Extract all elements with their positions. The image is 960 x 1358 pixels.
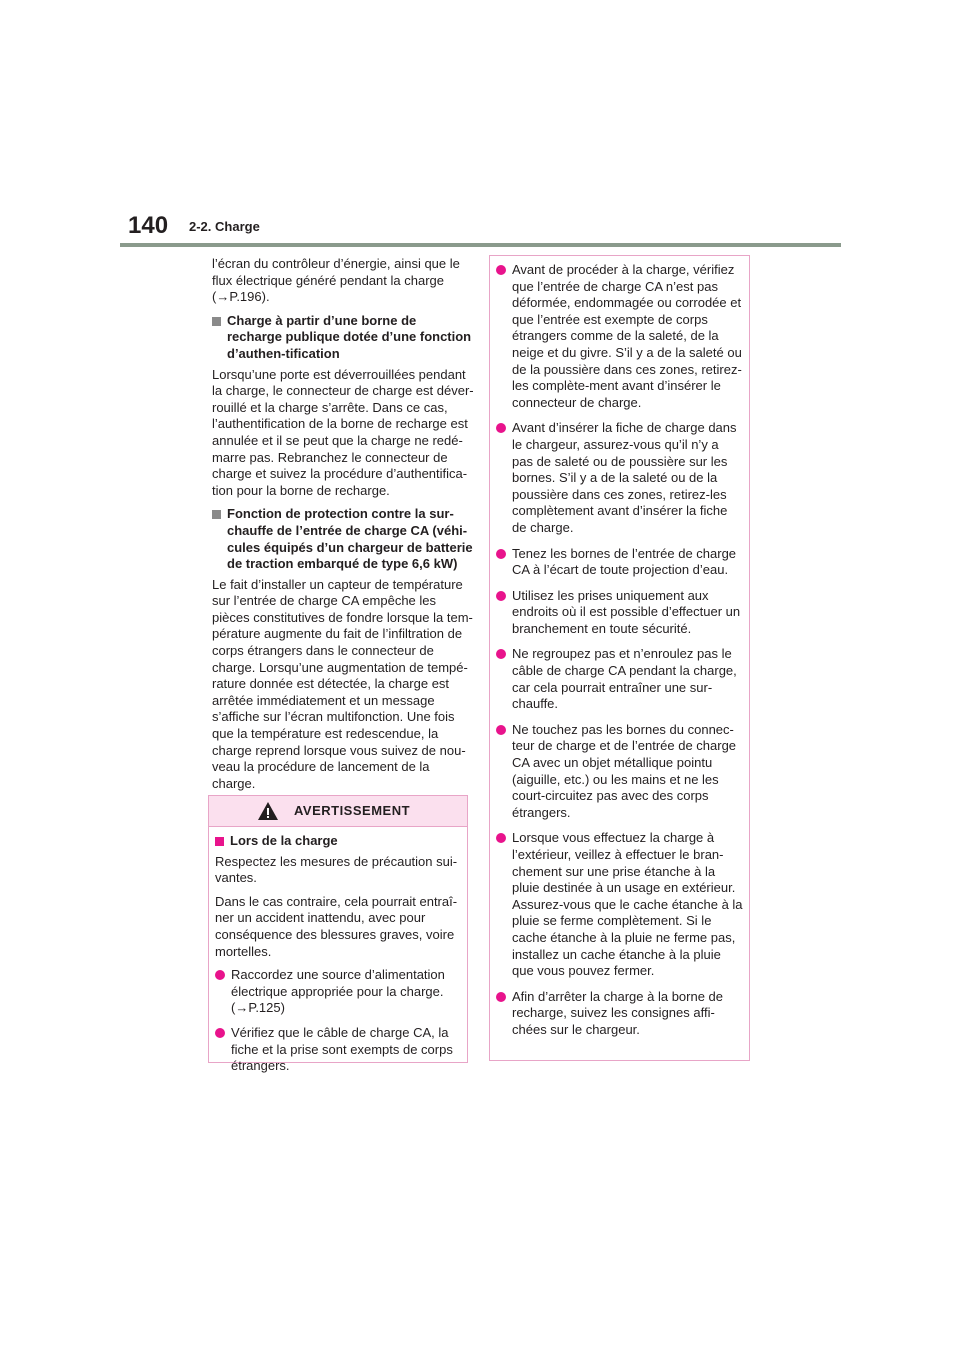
warning-bullet-text: Avant de procéder à la charge, vérifiez que l’entrée de charge CA n’est pas déformée, endommagée ou corrodée et que l’entrée est exempte de corps étrangers comme de la saleté, de la neige et du givre. S’il y a de la saleté ou de la poussière dans ces zones, retirez-les complète-ment avant d’insérer le connecteur de charge. bbox=[512, 262, 742, 410]
header-rule bbox=[120, 243, 841, 247]
section-heading-text: Fonction de protection contre la sur-chauffe de l’entrée de charge CA (véhi-cules équipés d’un chargeur de batterie de traction embarqué de type 6,6 kW) bbox=[227, 506, 473, 572]
square-bullet-icon bbox=[212, 317, 221, 326]
warning-bullet-item bbox=[496, 546, 743, 579]
bullet-dot-icon bbox=[496, 549, 506, 559]
warning-bullet-item bbox=[215, 1025, 459, 1075]
bullet-dot-icon bbox=[496, 725, 506, 735]
warning-bullet-text: Vérifiez que le câble de charge CA, la fiche et la prise sont exempts de corps étrangers. bbox=[231, 1024, 453, 1074]
bullet-dot-icon bbox=[496, 423, 506, 433]
warning-box bbox=[208, 795, 468, 1074]
warning-bullet-item bbox=[496, 830, 743, 979]
warning-bullet-text: Ne touchez pas les bornes du connec-teur de charge et de l’entrée de charge CA avec un objet métallique pointu (aiguille, etc.) ou les mains et ne les court-circuitez pas avec des corps étrangers. bbox=[512, 721, 737, 820]
warning-bullet-text: Utilisez les prises uniquement aux endroits où il est possible d’effectuer un branchement en toute sécurité. bbox=[512, 587, 741, 636]
section-heading-overheat-protection bbox=[212, 506, 474, 572]
warning-bullet-text: Tenez les bornes de l’entrée de charge CA à l’écart de toute projection d’eau. bbox=[512, 545, 737, 578]
section-body-overheat-protection: Le fait d’installer un capteur de température sur l’entrée de charge CA empêche les pièces constitutives de fondre lorsque la tem-pérature augmente du fait de l’infiltration de corps étrangers dans le connecteur de charge. Lorsqu’une augmentation de tempé-rature donnée est détectée, la charge est arrêtée immédiatement et un message s’affiche sur l’écran multifonction. Une fois que la température est redescendue, la charge reprend lorsque vous suivez de nou-veau la procédure de lancement de la charge. bbox=[212, 576, 473, 791]
section-body-public-charging: Lorsqu’une porte est déverrouillées pendant la charge, le connecteur de charge est déver-rouillé et la charge s’arrête. Dans ce cas, l’authentification de la borne de recharge est annulée et il se peut que la charge ne redé-marre pas. Rebranchez le connecteur de charge et suivez la procédure d’authentifica-tion pour la borne de recharge. bbox=[212, 366, 474, 498]
warning-heading-text: Lors de la charge bbox=[230, 833, 338, 848]
bullet-dot-icon bbox=[215, 970, 225, 980]
square-bullet-icon bbox=[215, 837, 224, 846]
warning-heading bbox=[215, 833, 459, 850]
warning-bullet-text: Lorsque vous effectuez la charge à l’extérieur, veillez à effectuer le bran-chement sur une prise étanche à la pluie destinée à un usage en extérieur. Assurez-vous que le cache étanche à la pluie se ferme complètement. Si le cache étanche à la pluie ne ferme pas, installez un cache étanche à la pluie que vous pouvez fermer. bbox=[512, 830, 743, 979]
warning-continuation-box bbox=[489, 255, 750, 1061]
intro-paragraph: l’écran du contrôleur d’énergie, ainsi que le flux électrique généré pendant la charge (→P.196). bbox=[212, 256, 460, 305]
warning-bullet-text: Avant d’insérer la fiche de charge dans le chargeur, assurez-vous qu’il n’y a pas de saleté ou de poussière sur les bornes. S’il y a de la saleté ou de la poussière dans ces zones, retirez-les complètement avant d’insérer la fiche de charge. bbox=[512, 420, 737, 535]
warning-bullet-item bbox=[496, 420, 743, 536]
warning-triangle-icon bbox=[257, 801, 279, 821]
warning-bullet-text: Ne regroupez pas et n’enroulez pas le câble de charge CA pendant la charge, car cela pourrait entraîner une sur-chauffe. bbox=[512, 646, 737, 712]
warning-bullet-item bbox=[215, 967, 459, 1017]
left-column bbox=[212, 256, 474, 799]
bullet-dot-icon bbox=[496, 591, 506, 601]
bullet-dot-icon bbox=[496, 649, 506, 659]
warning-bullet-item bbox=[496, 989, 743, 1039]
warning-bullet-item bbox=[496, 588, 743, 638]
warning-bullet-item bbox=[496, 722, 743, 822]
bullet-dot-icon bbox=[215, 1028, 225, 1038]
square-bullet-icon bbox=[212, 510, 221, 519]
section-title: 2-2. Charge bbox=[189, 219, 260, 234]
warning-header bbox=[209, 796, 467, 827]
section-heading-text: Charge à partir d’une borne de recharge publique dotée d’une fonction d’authen-tification bbox=[227, 312, 472, 361]
section-heading-public-charging bbox=[212, 313, 474, 363]
page-number: 140 bbox=[128, 212, 169, 239]
bullet-dot-icon bbox=[496, 265, 506, 275]
warning-body bbox=[209, 827, 467, 1075]
bullet-dot-icon bbox=[496, 833, 506, 843]
warning-bullet-text: Raccordez une source d’alimentation électrique appropriée pour la charge. (→P.125) bbox=[231, 967, 445, 1016]
warning-paragraph: Respectez les mesures de précaution sui-vantes. bbox=[215, 853, 458, 886]
warning-paragraph: Dans le cas contraire, cela pourrait entraî-ner un accident inattendu, avec pour conséquence des blessures graves, voire mortelles. bbox=[215, 893, 458, 959]
warning-title: AVERTISSEMENT bbox=[293, 802, 411, 818]
warning-bullet-item bbox=[496, 646, 743, 712]
warning-bullet-text: Afin d’arrêter la charge à la borne de recharge, suivez les consignes affi-chées sur le chargeur. bbox=[512, 988, 724, 1037]
bullet-dot-icon bbox=[496, 992, 506, 1002]
warning-bullet-item bbox=[496, 262, 743, 411]
